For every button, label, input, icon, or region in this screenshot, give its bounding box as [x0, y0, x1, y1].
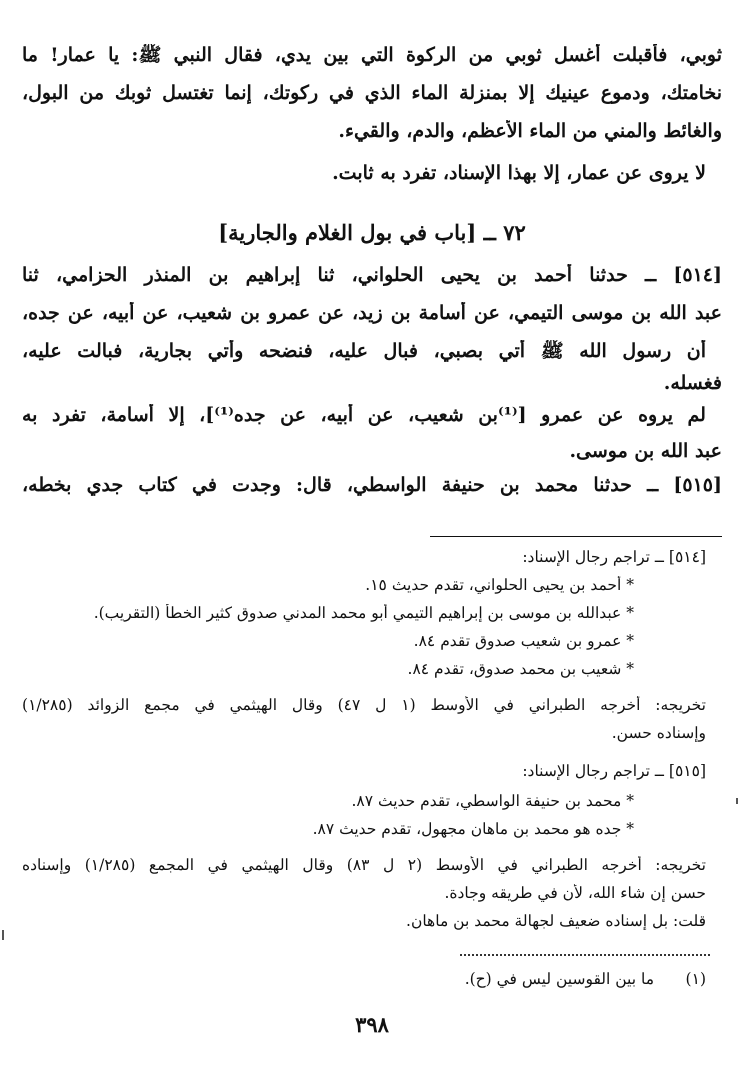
- note-line: تخريجه: أخرجه الطبراني في الأوسط (٢ ل ٨٣) وقال الهيثمي في المجمع (١/٢٨٥) وإسناده: [22, 856, 706, 874]
- hadith-line: فغسله.: [663, 372, 722, 394]
- hadith-line: لم يروه عن عمرو [⁽¹⁾بن شعيب، عن أبيه، عن جده⁽¹⁾]، إلا أسامة، تفرد به: [22, 404, 706, 426]
- note-line: * عبدالله بن موسى بن إبراهيم التيمي أبو محمد المدني صدوق كثير الخطأ (التقريب).: [93, 604, 634, 622]
- notes-separator: [430, 536, 722, 537]
- hadith-line: أن رسول الله ﷺ أتي بصبي، فبال عليه، فنضحه وأتي بجارية، فبالت عليه،: [22, 340, 706, 362]
- main-text-line: نخامتك، ودموع عينيك إلا بمنزلة الماء الذي في ركوتك، إنما تغتسل ثوبك من البول،: [22, 82, 722, 104]
- hadith-line: [٥١٤] ــ حدثنا أحمد بن يحيى الحلواني، ثنا إبراهيم بن المنذر الحزامي، ثنا: [22, 264, 722, 286]
- note-line: * عمرو بن شعيب صدوق تقدم ٨٤.: [413, 632, 634, 650]
- main-text-line: ثوبي، فأقبلت أغسل ثوبي من الركوة التي بين يدي، فقال النبي ﷺ: يا عمار! ما: [22, 44, 722, 66]
- note-line: * محمد بن حنيفة الواسطي، تقدم حديث ٨٧.: [351, 792, 634, 810]
- scan-mark: [736, 798, 738, 804]
- note-line: [٥١٥] ــ تراجم رجال الإسناد:: [522, 762, 706, 780]
- note-line: تخريجه: أخرجه الطبراني في الأوسط (١ ل ٤٧) وقال الهيثمي في مجمع الزوائد (١/٢٨٥): [22, 696, 706, 714]
- note-line: * أحمد بن يحيى الحلواني، تقدم حديث ١٥.: [365, 576, 634, 594]
- note-line: [٥١٤] ــ تراجم رجال الإسناد:: [522, 548, 706, 566]
- hadith-line: عبد الله بن موسى.: [569, 440, 722, 462]
- note-line: * جده هو محمد بن ماهان مجهول، تقدم حديث ٨٧.: [312, 820, 634, 838]
- main-text-line: والغائط والمني من الماء الأعظم، والدم، والقيء.: [338, 120, 722, 142]
- section-heading: ٧٢ ــ [باب في بول الغلام والجارية]: [218, 220, 526, 245]
- footnote-number: (١): [685, 970, 706, 988]
- note-line: قلت: بل إسناده ضعيف لجهالة محمد بن ماهان.: [406, 912, 706, 930]
- note-line: وإسناده حسن.: [611, 724, 706, 742]
- footnote-text: ما بين القوسين ليس في (ح).: [464, 970, 654, 988]
- hadith-line: [٥١٥] ــ حدثنا محمد بن حنيفة الواسطي، قال: وجدت في كتاب جدي بخطه،: [22, 474, 722, 496]
- hadith-line: عبد الله بن موسى التيمي، عن أسامة بن زيد، عن عمرو بن شعيب، عن أبيه، عن جده،: [22, 302, 722, 324]
- footnote-separator: [460, 954, 710, 956]
- note-line: * شعيب بن محمد صدوق، تقدم ٨٤.: [407, 660, 634, 678]
- page-number: ٣٩٨: [355, 1012, 389, 1037]
- main-text-line: لا يروى عن عمار، إلا بهذا الإسناد، تفرد به ثابت.: [332, 162, 706, 184]
- note-line: حسن إن شاء الله، لأن في طريقه وجادة.: [444, 884, 706, 902]
- scan-mark: [2, 930, 4, 940]
